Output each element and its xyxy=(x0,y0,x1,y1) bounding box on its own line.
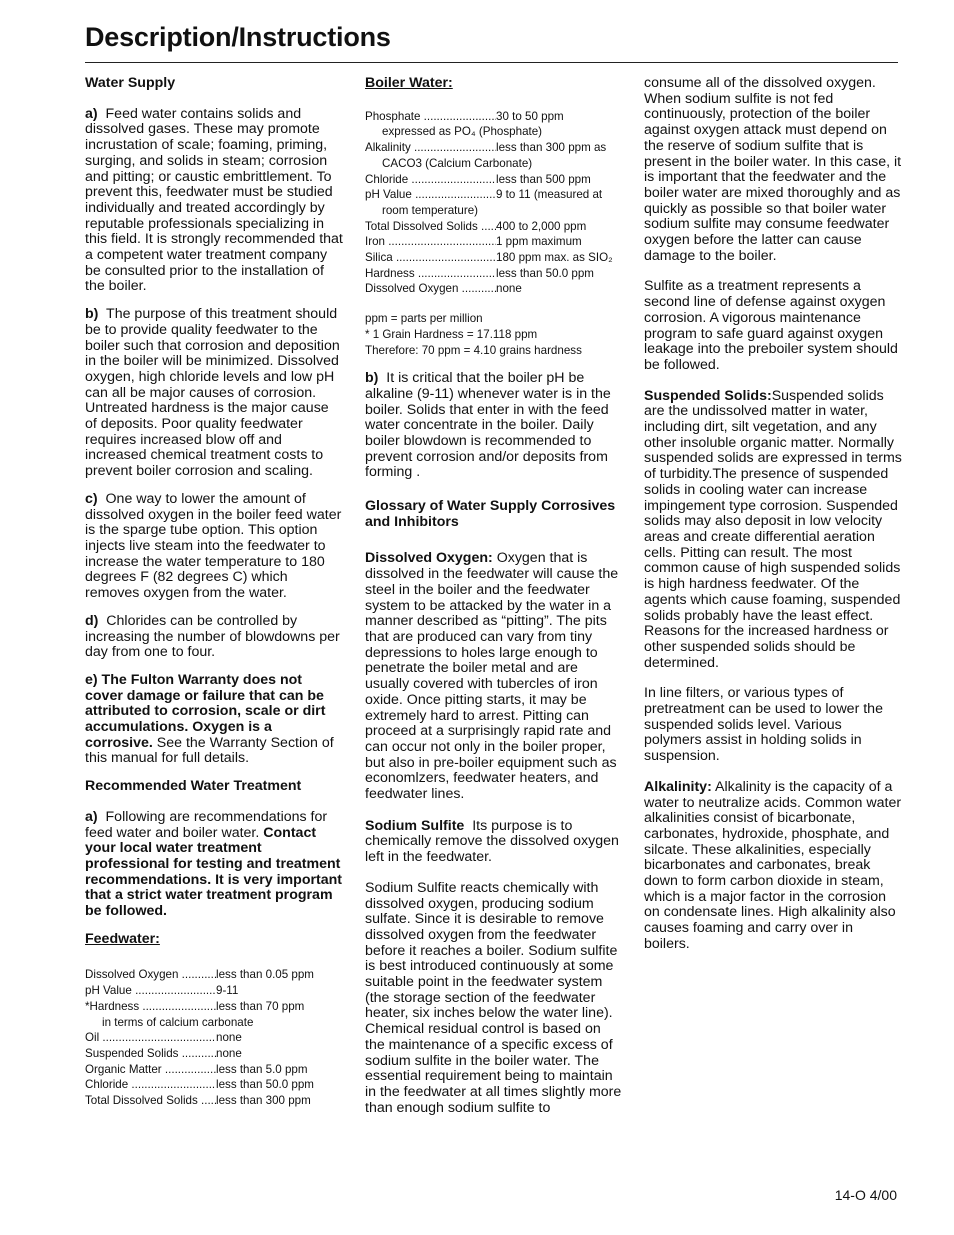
table-row xyxy=(365,266,623,282)
table-value: less than 500 ppm xyxy=(496,172,591,186)
table-key: Phosphate ..... xyxy=(365,109,496,125)
table-row xyxy=(85,1046,343,1062)
table-value: less than 300 ppm xyxy=(216,1094,311,1108)
suspended-solids-text: Suspended solids are the undissolved matter in water, including dirt, silt vegetation, and any other insoluble organic matter. Normally suspended solids are expressed in terms of turbidity.The presence of suspended solids in cooling water can increase impingement type corrosion. Suspended solids may also deposit in low velocity areas and create differential aeration cells. Pitting can result. The most common cause of high suspended solids is high hardness feedwater. Of the agents which cause foaming, suspended solids probably have the least effect. Reasons for the increased hardness or other suspended solids should be determined. xyxy=(644,387,902,671)
para-a xyxy=(85,107,343,295)
sodium-sulfite-para xyxy=(365,819,623,866)
table-value: 1 ppm maximum xyxy=(496,235,582,249)
table-row xyxy=(365,109,623,125)
para-c-text: One way to lower the amount of dissolved oxygen in the boiler feed water is the sparge tube option. This option injects live steam into the feedwater to increase the water temperature to 180 degrees F (82 degrees C) which removes oxygen from the water. xyxy=(85,490,342,602)
feedwater-heading: Feedwater: xyxy=(85,930,160,947)
table-row xyxy=(365,172,623,188)
para-a-label: a) xyxy=(85,105,98,122)
sodium-sulfite-para-2: Sodium Sulfite reacts chemically with dissolved oxygen, producing sodium sulfate. Since it is desirable to remove dissolved oxygen from the feedwater before it reaches a boiler. Sodium sulfite is best introduced continuously at some suitable point in the feedwater system (the storage section of the feedwater heater, six inches below the water line). Chemical residual control is based on the maintenance of a specific excess of sodium sulfite in the boiler water. The essential requirement being to maintain in the feedwater at all times slightly more than enough sodium sulfite to xyxy=(365,879,622,1116)
table-key: Silica ..... xyxy=(365,250,496,266)
table-row xyxy=(365,281,623,297)
table-key: pH Value ..... xyxy=(365,187,496,203)
table-key: Chloride ..... xyxy=(85,1077,216,1093)
boiler-water-table xyxy=(365,109,623,297)
table-key: Total Dissolved Solids ..... xyxy=(85,1093,216,1109)
para-d xyxy=(85,614,343,661)
page-footer: 14-O 4/00 xyxy=(834,1187,897,1203)
note-line: Therefore: 70 ppm = 4.10 grains hardness xyxy=(365,344,582,358)
dissolved-oxygen-text: Oxygen that is dissolved in the feedwater will cause the steel in the boiler and the feedwater system to be attacked by the water in a manner described as “pitting”. The pits that are produced can vary from tiny depressions to holes large enough to penetrate the boiler metal and are usually covered with tubercles of iron oxide. Once pitting starts, it may be extremely hard to arrest. Pitting can proceed at a surprisingly rapid rate and can occur not only in the boiler proper, but also in pre-boiler equipment such as economlzers, feedwater heaters, and feedwater lines. xyxy=(365,550,619,803)
table-row xyxy=(365,234,623,250)
boiler-b-text: It is critical that the boiler pH be alkaline (9-11) whenever water is in the boiler. Solids that enter in with the feed water concentrate in the boiler. Daily boiler blowdown is recommended to prevent corrosion and/or deposits from forming . xyxy=(365,370,611,481)
table-row xyxy=(85,983,343,999)
boiler-para-b xyxy=(365,371,623,481)
table-value: 30 to 50 ppm xyxy=(496,109,564,123)
table-row xyxy=(85,999,343,1015)
para-c-label: c) xyxy=(85,490,98,507)
alkalinity-text: Alkalinity is the capacity of a water to neutralize acids. Common water alkalinities consist of bicarbonate, carbonates, hydroxide, phosphate, and silcate. These alkalinities, especially bicarbonates and carbonates, break down to form carbon dioxide in steam, which is a major factor in the corrosion on condensate lines. High alkalinity also causes foaming and carry over in boilers. xyxy=(644,778,902,952)
table-row xyxy=(365,250,623,266)
note-line: * 1 Grain Hardness = 17.118 ppm xyxy=(365,328,538,342)
glossary-heading: Glossary of Water Supply Corrosives and Inhibitors xyxy=(365,498,616,530)
rec-a-text: Following are recommendations for feed water and boiler water. xyxy=(85,808,328,841)
filters-para: In line filters, or various types of pretreatment can be used to lower the suspended solids level. Various polymers assist in holding solids in suspension. xyxy=(644,685,883,765)
table-value: 9-11 xyxy=(216,984,239,998)
continued-text: consume all of the dissolved oxygen. When sodium sulfite is not fed continuously, protection of the boiler against oxygen attack must depend on the reserve of sodium sulfite that is present in the boiler water. In this case, it is important that the feedwater and the boiler water are mixed thoroughly and as quickly as possible so that boiler water sodium sulfite may consume feedwater oxygen before the latter can cause damage to the boiler. xyxy=(644,75,902,264)
rec-a-bold: Contact your local water treatment professional for testing and treatment recommendations. It is very important that a strict water treatment program be followed. xyxy=(85,824,343,920)
para-e-warranty xyxy=(85,673,343,767)
para-b-text: The purpose of this treatment should be to provide quality feedwater to the boiler such that corrosion and deposition in the boiler will be minimized. Dissolved oxygen, high chloride levels and low pH can all be major causes of corrosion. Untreated hardness is the major cause of deposits. Poor quality feedwater requires increased blow off and increased chemical treatment costs to prevent boiler corrosion and scaling. xyxy=(85,306,340,480)
dissolved-oxygen-label: Dissolved Oxygen: xyxy=(365,550,493,567)
table-row-note: CACO3 (Calcium Carbonate) xyxy=(382,156,533,170)
table-key: Alkalinity ..... xyxy=(365,140,496,156)
table-key: Total Dissolved Solids ..... xyxy=(365,219,496,235)
table-value: less than 70 ppm xyxy=(216,999,305,1013)
table-key: Suspended Solids ..... xyxy=(85,1046,216,1062)
para-c xyxy=(85,492,343,602)
table-key: Hardness ..... xyxy=(365,266,496,282)
table-key: Organic Matter ..... xyxy=(85,1062,216,1078)
table-value: less than 50.0 ppm xyxy=(496,266,594,280)
warranty-bold: e) The Fulton Warranty does not cover damage or failure that can be attributed to corrosion, scale or dirt accumulations. Oxygen is a corrosive. xyxy=(85,671,326,751)
table-value: less than 300 ppm as xyxy=(496,141,607,155)
table-key: Iron ..... xyxy=(365,234,496,250)
warranty-text: See the Warranty Section of this manual for full details. xyxy=(85,734,334,767)
rec-para-a xyxy=(85,810,343,920)
column-2 xyxy=(365,76,623,1128)
table-value: less than 50.0 ppm xyxy=(216,1078,314,1092)
boiler-water-heading: Boiler Water: xyxy=(365,75,453,91)
recommended-treatment-heading: Recommended Water Treatment xyxy=(85,778,302,795)
table-row xyxy=(85,1030,343,1046)
table-key: Chloride ..... xyxy=(365,172,496,188)
table-key: Dissolved Oxygen ..... xyxy=(85,967,216,983)
para-b-label: b) xyxy=(85,306,99,323)
title-rule xyxy=(85,62,898,63)
table-value: less than 0.05 ppm xyxy=(216,968,314,982)
boiler-b-label: b) xyxy=(365,370,379,387)
suspended-solids-label: Suspended Solids: xyxy=(644,387,772,404)
table-value: none xyxy=(216,1046,242,1060)
para-a-text: Feed water contains solids and dissolved gases. These may promote incrustation of scale; foaming, priming, surging, and solids in steam; corrosion and pitting; or caustic embrittlement. To prevent this, feedwater must be studied individually and treated accordingly by reputable professionals specializing in this field. It is strongly recommended that a competent water treatment company be consulted prior to the installation of the boiler. xyxy=(85,105,343,295)
sulfite-treatment-para: Sulfite as a treatment represents a second line of defense against oxygen corrosion. A vigorous maintenance program to safe guard against oxygen leakage into the preboiler system should be followed. xyxy=(644,278,898,373)
table-row xyxy=(85,1062,343,1078)
table-value: less than 5.0 ppm xyxy=(216,1062,308,1076)
table-row xyxy=(85,967,343,983)
column-3 xyxy=(644,76,902,965)
table-row-note: expressed as PO₄ (Phosphate) xyxy=(382,125,543,139)
table-key: Dissolved Oxygen ..... xyxy=(365,281,496,297)
table-value: 400 to 2,000 ppm xyxy=(496,219,587,233)
para-b xyxy=(85,307,343,480)
table-row-note: in terms of calcium carbonate xyxy=(102,1015,254,1029)
table-value: none xyxy=(216,1031,242,1045)
table-row xyxy=(365,219,623,235)
para-d-label: d) xyxy=(85,612,99,629)
table-key: Oil ..... xyxy=(85,1030,216,1046)
sodium-sulfite-text: Its purpose is to chemically remove the dissolved oxygen left in the feedwater. xyxy=(365,817,619,866)
table-row xyxy=(365,140,623,156)
table-row-note: room temperature) xyxy=(382,203,479,217)
suspended-solids-para xyxy=(644,389,902,672)
para-d-text: Chlorides can be controlled by increasing the number of blowdowns per day from one to four. xyxy=(85,612,340,661)
table-value: 9 to 11 (measured at xyxy=(496,188,603,202)
note-line: ppm = parts per million xyxy=(365,312,483,326)
alkalinity-label: Alkalinity: xyxy=(644,778,712,795)
alkalinity-para xyxy=(644,780,902,953)
table-row xyxy=(85,1077,343,1093)
ppm-notes xyxy=(365,311,623,359)
table-row xyxy=(85,1093,343,1109)
table-value: 180 ppm max. as SIO₂ xyxy=(496,251,613,265)
table-key: *Hardness ..... xyxy=(85,999,216,1015)
rec-a-label: a) xyxy=(85,808,98,825)
dissolved-oxygen-para xyxy=(365,551,623,802)
page-title: Description/Instructions xyxy=(85,22,391,52)
table-value: none xyxy=(496,282,522,296)
water-supply-heading: Water Supply xyxy=(85,75,176,91)
sodium-sulfite-label: Sodium Sulfite xyxy=(365,817,465,834)
table-key: pH Value ..... xyxy=(85,983,216,999)
column-1 xyxy=(85,76,343,1121)
feedwater-table xyxy=(85,967,343,1108)
table-row xyxy=(365,187,623,203)
